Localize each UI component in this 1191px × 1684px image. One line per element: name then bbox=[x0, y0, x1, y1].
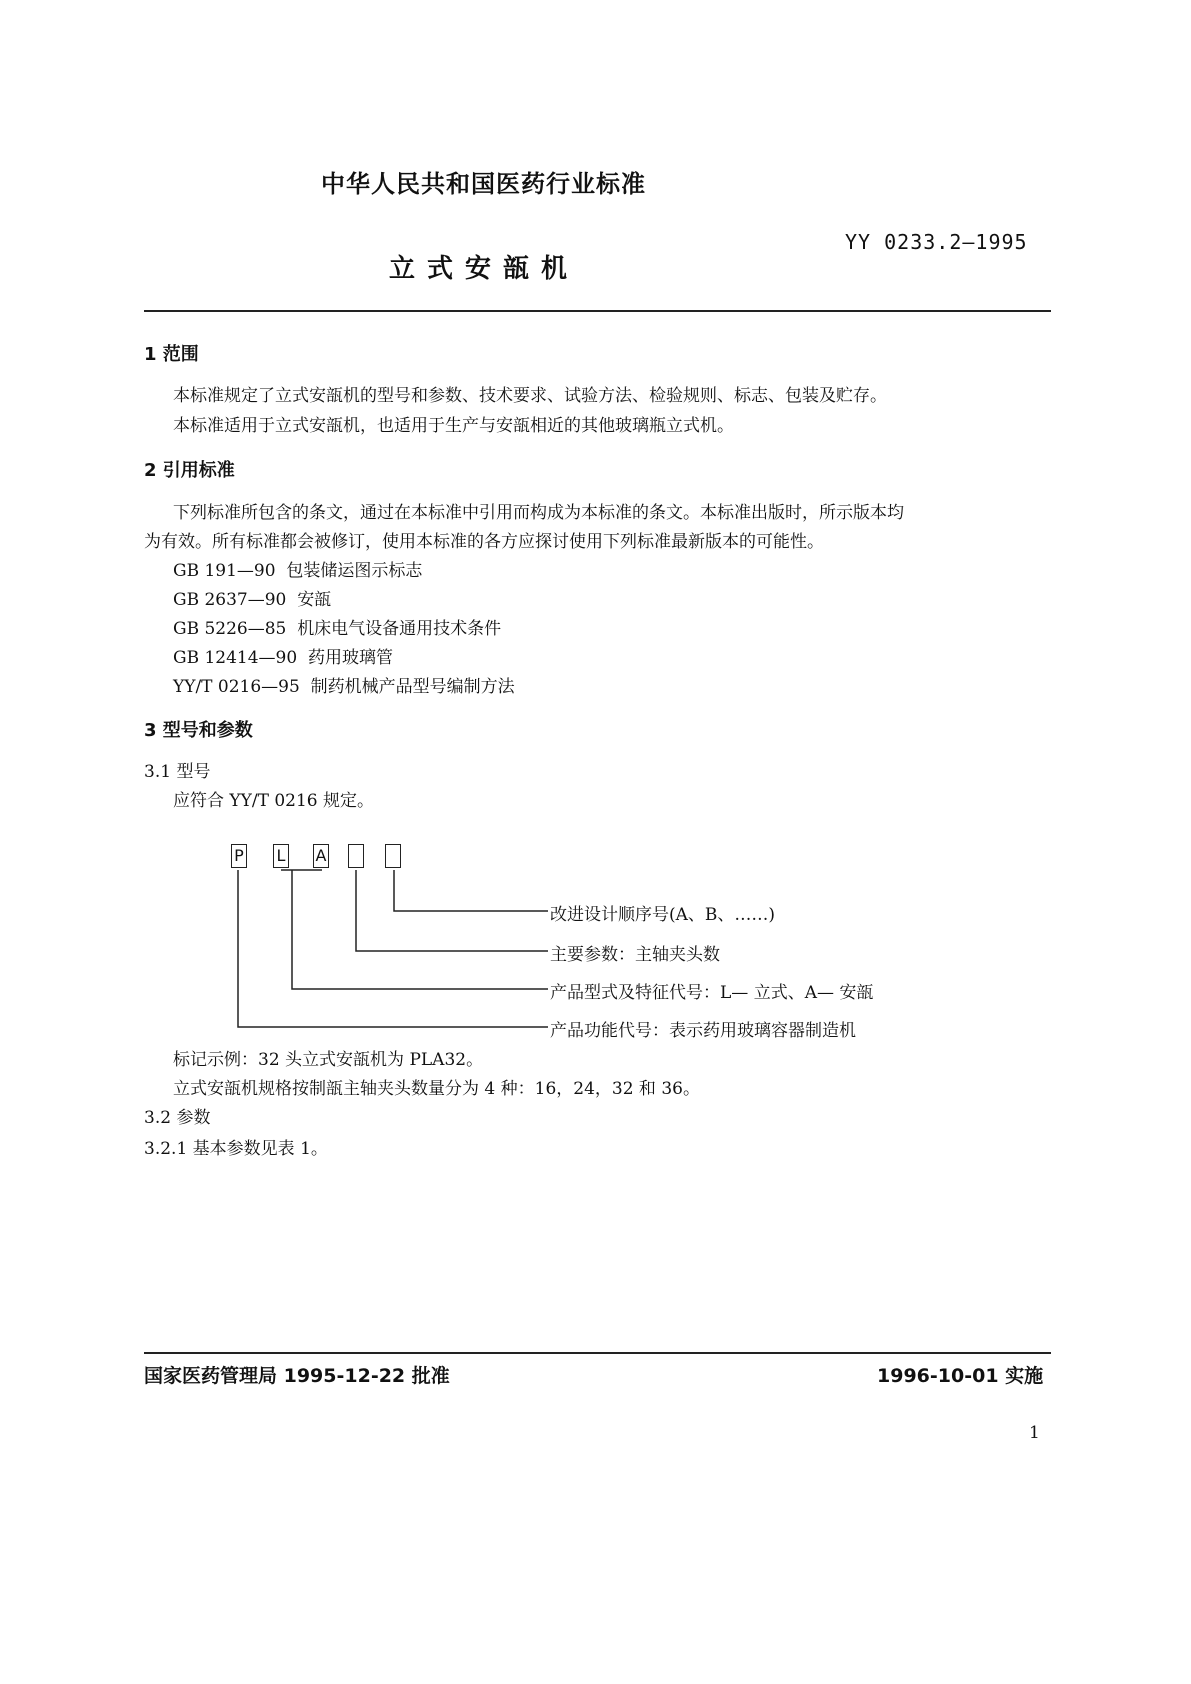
section-2-paragraph-line-1: 下列标准所包含的条文，通过在本标准中引用而构成为本标准的条文。本标准出版时，所示版本均 bbox=[173, 503, 904, 523]
section-2-paragraph-line-2: 为有效。所有标准都会被修订，使用本标准的各方应探讨使用下列标准最新版本的可能性。 bbox=[144, 532, 824, 552]
footer-divider bbox=[144, 1352, 1051, 1354]
approval-date: 国家医药管理局 1995-12-22 批准 bbox=[144, 1365, 450, 1387]
section-3-2-heading: 3.2 参数 bbox=[144, 1108, 211, 1128]
diagram-label-form-code: 产品型式及特征代号：L— 立式、A— 安瓿 bbox=[550, 983, 874, 1003]
reference-code: GB 2637—90 bbox=[173, 590, 287, 610]
section-2-heading: 2 引用标准 bbox=[144, 460, 235, 481]
diagram-label-function-code: 产品功能代号：表示药用玻璃容器制造机 bbox=[550, 1021, 856, 1041]
diagram-label-main-param: 主要参数：主轴夹头数 bbox=[550, 945, 720, 965]
standard-org-title: 中华人民共和国医药行业标准 bbox=[321, 170, 646, 198]
model-code-box-l: L bbox=[273, 844, 289, 868]
reference-code: GB 12414—90 bbox=[173, 648, 298, 668]
document-title: 立式安瓿机 bbox=[389, 254, 580, 284]
reference-title: 机床电气设备通用技术条件 bbox=[297, 619, 502, 639]
reference-code: GB 191—90 bbox=[173, 561, 276, 581]
reference-title: 制药机械产品型号编制方法 bbox=[310, 677, 515, 697]
reference-title: 包装储运图示标志 bbox=[286, 561, 423, 581]
page-number: 1 bbox=[1029, 1423, 1040, 1443]
section-3-2-1-text: 3.2.1 基本参数见表 1。 bbox=[144, 1139, 328, 1159]
model-code-box-a: A bbox=[313, 844, 329, 868]
marking-example: 标记示例：32 头立式安瓿机为 PLA32。 bbox=[173, 1050, 484, 1070]
section-3-heading: 3 型号和参数 bbox=[144, 720, 253, 741]
implementation-date: 1996-10-01 实施 bbox=[877, 1365, 1044, 1387]
reference-title: 安瓿 bbox=[297, 590, 332, 610]
reference-code: GB 5226—85 bbox=[173, 619, 287, 639]
diagram-label-revision: 改进设计顺序号(A、B、……) bbox=[550, 905, 776, 925]
reference-code: YY/T 0216—95 bbox=[173, 677, 300, 697]
model-code-box-p: P bbox=[231, 844, 247, 868]
section-1-paragraph-2: 本标准适用于立式安瓿机，也适用于生产与安瓿相近的其他玻璃瓶立式机。 bbox=[173, 416, 734, 436]
specification-text: 立式安瓿机规格按制瓿主轴夹头数量分为 4 种：16，24，32 和 36。 bbox=[173, 1079, 700, 1099]
section-3-1-heading: 3.1 型号 bbox=[144, 762, 211, 782]
section-1-heading: 1 范围 bbox=[144, 344, 199, 365]
reference-title: 药用玻璃管 bbox=[308, 648, 394, 668]
section-3-1-text: 应符合 YY/T 0216 规定。 bbox=[173, 791, 374, 811]
standard-code: YY 0233.2—1995 bbox=[845, 230, 1028, 254]
section-1-paragraph-1: 本标准规定了立式安瓿机的型号和参数、技术要求、试验方法、检验规则、标志、包装及贮存。 bbox=[173, 386, 887, 406]
